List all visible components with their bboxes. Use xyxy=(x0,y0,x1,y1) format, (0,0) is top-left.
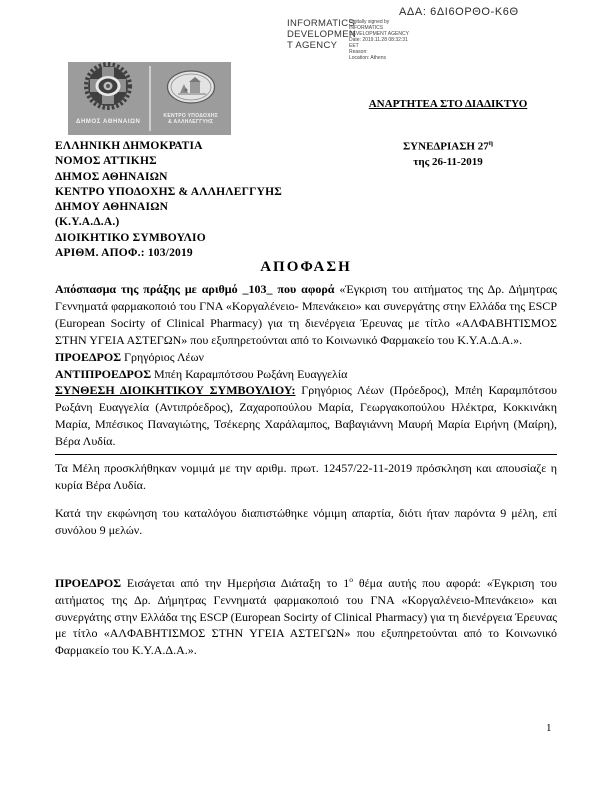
stamp-detail-line: INFORMATICS xyxy=(349,25,384,31)
agenda-lead: ΠΡΟΕΔΡΟΣ xyxy=(55,575,122,590)
stamp-agency-line: INFORMATICS xyxy=(287,18,356,29)
board-composition-paragraph xyxy=(55,382,557,450)
reception-center-logo-cell xyxy=(151,62,232,135)
president-name: Γρηγόριος Λέων xyxy=(121,349,204,364)
quorum-paragraph: Κατά την εκφώνηση του καταλόγου διαπιστώθηκε νόμιμη απαρτία, διότι ήταν παρόντα 9 μέλη, επί συνόλου 9 μελών. xyxy=(55,505,557,537)
authority-line: ΔΙΟΙΚΗΤΙΚΟ ΣΥΜΒΟΥΛΙΟ xyxy=(55,231,206,244)
president-label: ΠΡΟΕΔΡΟΣ xyxy=(55,349,122,364)
stamp-detail-line: EET xyxy=(349,43,359,49)
stamp-detail-line: DEVELOPMENT AGENCY xyxy=(349,31,409,37)
stamp-detail-line: Location: Athens xyxy=(349,55,386,61)
excerpt-body: «Έγκριση του αιτήματος της Δρ. Δήμητρας Γεννηματά φαρμακοποιό του ΓΝΑ «Κοργαλένειο- Μπενάκειο» και συνεργάτης στην Ελλάδα της ESCP (European Socirty of Clinical Pharmacy) για τη διενέργεια Έρευνας με τίτλο «ΑΛΦΑΒΗΤΙΣΜΟΣ ΣΤΗΝ ΥΓΕΙΑ ΑΣΤΕΓΩΝ» που εξυπηρετούνται από το Κοινωνικό Φαρμακείο του Κ.Υ.Α.Δ.Α.». xyxy=(55,282,558,347)
stamp-agency-line: T AGENCY xyxy=(287,40,338,51)
authority-line: ΝΟΜΟΣ ΑΤΤΙΚΗΣ xyxy=(55,155,157,168)
decision-number-line: ΑΡΙΘΜ. ΑΠΟΦ.: 103/2019 xyxy=(55,247,193,260)
vice-president-label: ΑΝΤΙΠΡΟΕΔΡΟΣ xyxy=(55,366,152,381)
decision-title: ΑΠΟΦΑΣΗ xyxy=(260,259,352,275)
session-number: ΣΥΝΕΔΡΙΑΣΗ $27^\eta$ xyxy=(402,138,494,153)
excerpt-lead: Απόσπασμα της πράξης με αριθμό _103_ που αφορά xyxy=(55,282,335,296)
kyada-logo xyxy=(68,62,231,135)
page-number: 1 xyxy=(546,722,552,734)
session-info xyxy=(368,135,528,170)
stamp-detail-line: Reason: xyxy=(349,49,368,55)
vice-president-line xyxy=(55,366,557,383)
stamp-agency-line: DEVELOPMEN xyxy=(287,29,356,40)
ada-code: ΑΔΑ: 6ΔΙ6ΟΡΘΟ-Κ6Θ xyxy=(399,6,519,18)
athens-municipality-caption: ΔΗΜΟΣ ΑΘΗΝΑΙΩΝ xyxy=(76,119,141,125)
session-header-block xyxy=(368,98,528,170)
board-composition-label: ΣΥΝΘΕΣΗ ΔΙΟΙΚΗΤΙΚΟΥ ΣΥΜΒΟΥΛΙΟΥ: xyxy=(55,383,296,398)
authority-line: ΔΗΜΟΣ ΑΘΗΝΑΙΩΝ xyxy=(55,170,168,183)
decision-body xyxy=(55,259,557,659)
session-date: της 26-11-2019 xyxy=(413,155,483,168)
vice-president-name: Μπέη Καραμπότσου Ρωξάνη Ευαγγελία xyxy=(151,366,348,381)
authority-line: ΔΗΜΟΥ ΑΘΗΝΑΙΩΝ xyxy=(55,201,169,214)
reception-center-caption: ΚΕΝΤΡΟ ΥΠΟΔΟΧΗΣ & ΑΛΛΗΛΕΓΓΥΗΣ xyxy=(163,113,219,125)
digital-signature-stamp xyxy=(287,18,419,61)
authority-header-block xyxy=(55,139,282,261)
reception-center-emblem-icon xyxy=(166,70,216,110)
agenda-paragraph: ΠΡΟΕΔΡΟΣ Εισάγεται από την Ημερήσια Διάταξη το $1^o$ θέμα αυτής που αφορά: «Έγκριση του αιτήματος της Δρ. Δήμητρας Γεννηματά φαρμακοποιό του ΓΝΑ «Κοργαλένειο-Μπενάκειο» και συνεργάτης στην Ελλάδα της ESCP (European Socirty of Clinical Pharmacy) για τη διενέργεια Έρευνας με τίτλο «ΑΛΦΑΒΗΤΙΣΜΟΣ ΣΤΗΝ ΥΓΕΙΑ ΑΣΤΕΓΩΝ» που εξυπηρετούνται από το Κοινωνικό Φαρμακείο του Κ.Υ.Α.Δ.Α.». xyxy=(55,574,558,658)
invitation-paragraph: Τα Μέλη προσκλήθηκαν νομιμά με την αριθμ. πρωτ. 12457/22-11-2019 πρόσκληση και απουσίαζε η κυρία Βέρα Λυδία. xyxy=(55,461,557,492)
stamp-detail-line: Date: 2019.11.28 08:32:31 xyxy=(349,37,408,43)
publish-notice: ΑΝΑΡΤΗΤΕΑ ΣΤΟ ΔΙΑΔΙΚΤΥΟ xyxy=(368,98,528,110)
excerpt-paragraph xyxy=(55,281,557,349)
president-line xyxy=(55,349,557,366)
stamp-detail-line: Digitally signed by xyxy=(349,19,390,25)
athens-municipality-emblem-icon xyxy=(81,62,135,117)
section-divider-line xyxy=(55,454,557,455)
authority-line: ΚΕΝΤΡΟ ΥΠΟΔΟΧΗΣ & ΑΛΛΗΛΕΓΓΥΗΣ xyxy=(55,185,283,198)
authority-line: ΕΛΛΗΝΙΚΗ ΔΗΜΟΚΡΑΤΙΑ xyxy=(55,140,203,152)
stamp-signature-details xyxy=(349,19,419,61)
authority-line: (Κ.Υ.Α.Δ.Α.) xyxy=(55,216,120,229)
athens-municipality-logo-cell xyxy=(68,62,149,135)
board-members: Γρηγόριος Λέων (Πρόεδρος), Μπέη Καραμπότσου Ρωξάνη Ευαγγελία (Αντιπρόεδρος), Ζαχαροπούλου Μαρία, Γεωργακοπούλου Ηλέκτρα, Κοκκινάκη Μαρία, Μπέσικος Παναγιώτης, Τσέκερης Χαράλαμπος, Βαβαγιάννη Μαυρή Μαρία Ειρήνη (Μαίρη), Βέρα Λυδία. xyxy=(55,383,557,449)
